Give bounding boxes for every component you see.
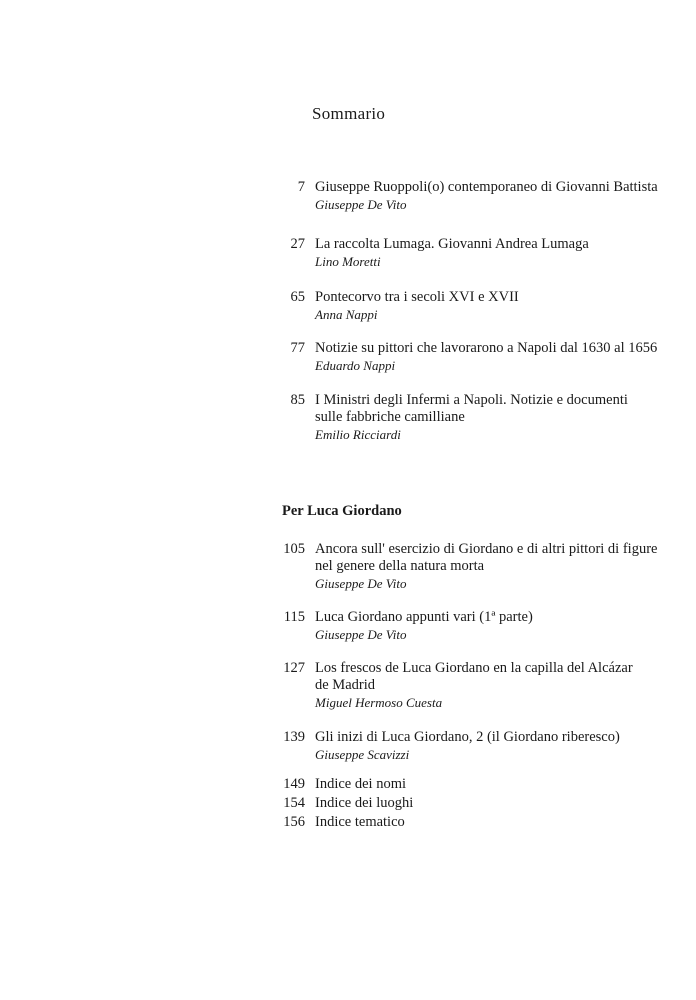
page-number: 77	[290, 340, 305, 356]
toc-entry	[270, 609, 690, 643]
entry-title: Ancora sull' esercizio di Giordano e di altri pittori di figure	[315, 541, 658, 557]
index-entry	[270, 775, 690, 794]
entry-author: Lino Moretti	[315, 254, 381, 269]
page-number: 65	[290, 289, 305, 305]
entry-title-continued: nel genere della natura morta	[315, 558, 485, 574]
entry-author: Emilio Ricciardi	[315, 427, 401, 442]
entry-title: Gli inizi di Luca Giordano, 2 (il Giordano riberesco)	[315, 729, 620, 745]
entry-title: I Ministri degli Infermi a Napoli. Notizie e documenti	[315, 392, 628, 408]
index-entry	[270, 794, 690, 813]
index-list	[270, 775, 690, 832]
entry-title: Notizie su pittori che lavorarono a Napoli dal 1630 al 1656	[315, 340, 658, 356]
toc-entry	[270, 660, 690, 711]
page-number: 7	[297, 179, 305, 195]
toc-entry	[270, 236, 690, 270]
page-number: 105	[283, 541, 305, 557]
entry-author: Miguel Hermoso Cuesta	[315, 695, 443, 710]
entry-author: Giuseppe De Vito	[315, 197, 407, 212]
entry-title-continued: sulle fabbriche camilliane	[315, 409, 465, 425]
index-label: Indice tematico	[315, 814, 405, 830]
index-entry	[270, 813, 690, 832]
toc-entry	[270, 392, 690, 443]
page-title: Sommario	[312, 104, 386, 123]
page-number: 85	[290, 392, 305, 408]
entry-title: Luca Giordano appunti vari (1ª parte)	[315, 609, 533, 625]
page-number: 27	[290, 236, 305, 252]
entry-author: Giuseppe De Vito	[315, 627, 407, 642]
entry-title-continued: de Madrid	[315, 677, 375, 693]
page-number: 149	[283, 776, 305, 792]
toc-entry	[270, 340, 690, 374]
page-number: 127	[283, 660, 305, 676]
page-number: 154	[283, 795, 305, 811]
index-label: Indice dei nomi	[315, 776, 407, 792]
entry-title: Pontecorvo tra i secoli XVI e XVII	[315, 289, 519, 305]
entry-title: La raccolta Lumaga. Giovanni Andrea Lumaga	[315, 236, 589, 252]
toc-entry	[270, 729, 690, 763]
page-number: 156	[283, 814, 305, 830]
toc-entry	[270, 541, 690, 592]
page-number: 115	[283, 609, 305, 625]
page-number: 139	[283, 729, 305, 745]
entry-author: Eduardo Nappi	[315, 358, 396, 373]
section-heading: Per Luca Giordano	[282, 503, 402, 519]
entry-author: Giuseppe Scavizzi	[315, 747, 410, 762]
entry-title: Los frescos de Luca Giordano en la capilla del Alcázar	[315, 660, 633, 676]
entry-author: Anna Nappi	[315, 307, 378, 322]
entry-title: Giuseppe Ruoppoli(o) contemporaneo di Giovanni Battista	[315, 179, 658, 195]
index-label: Indice dei luoghi	[315, 795, 414, 811]
toc-entry	[270, 289, 690, 323]
toc-entry	[270, 179, 690, 213]
entry-author: Giuseppe De Vito	[315, 576, 407, 591]
